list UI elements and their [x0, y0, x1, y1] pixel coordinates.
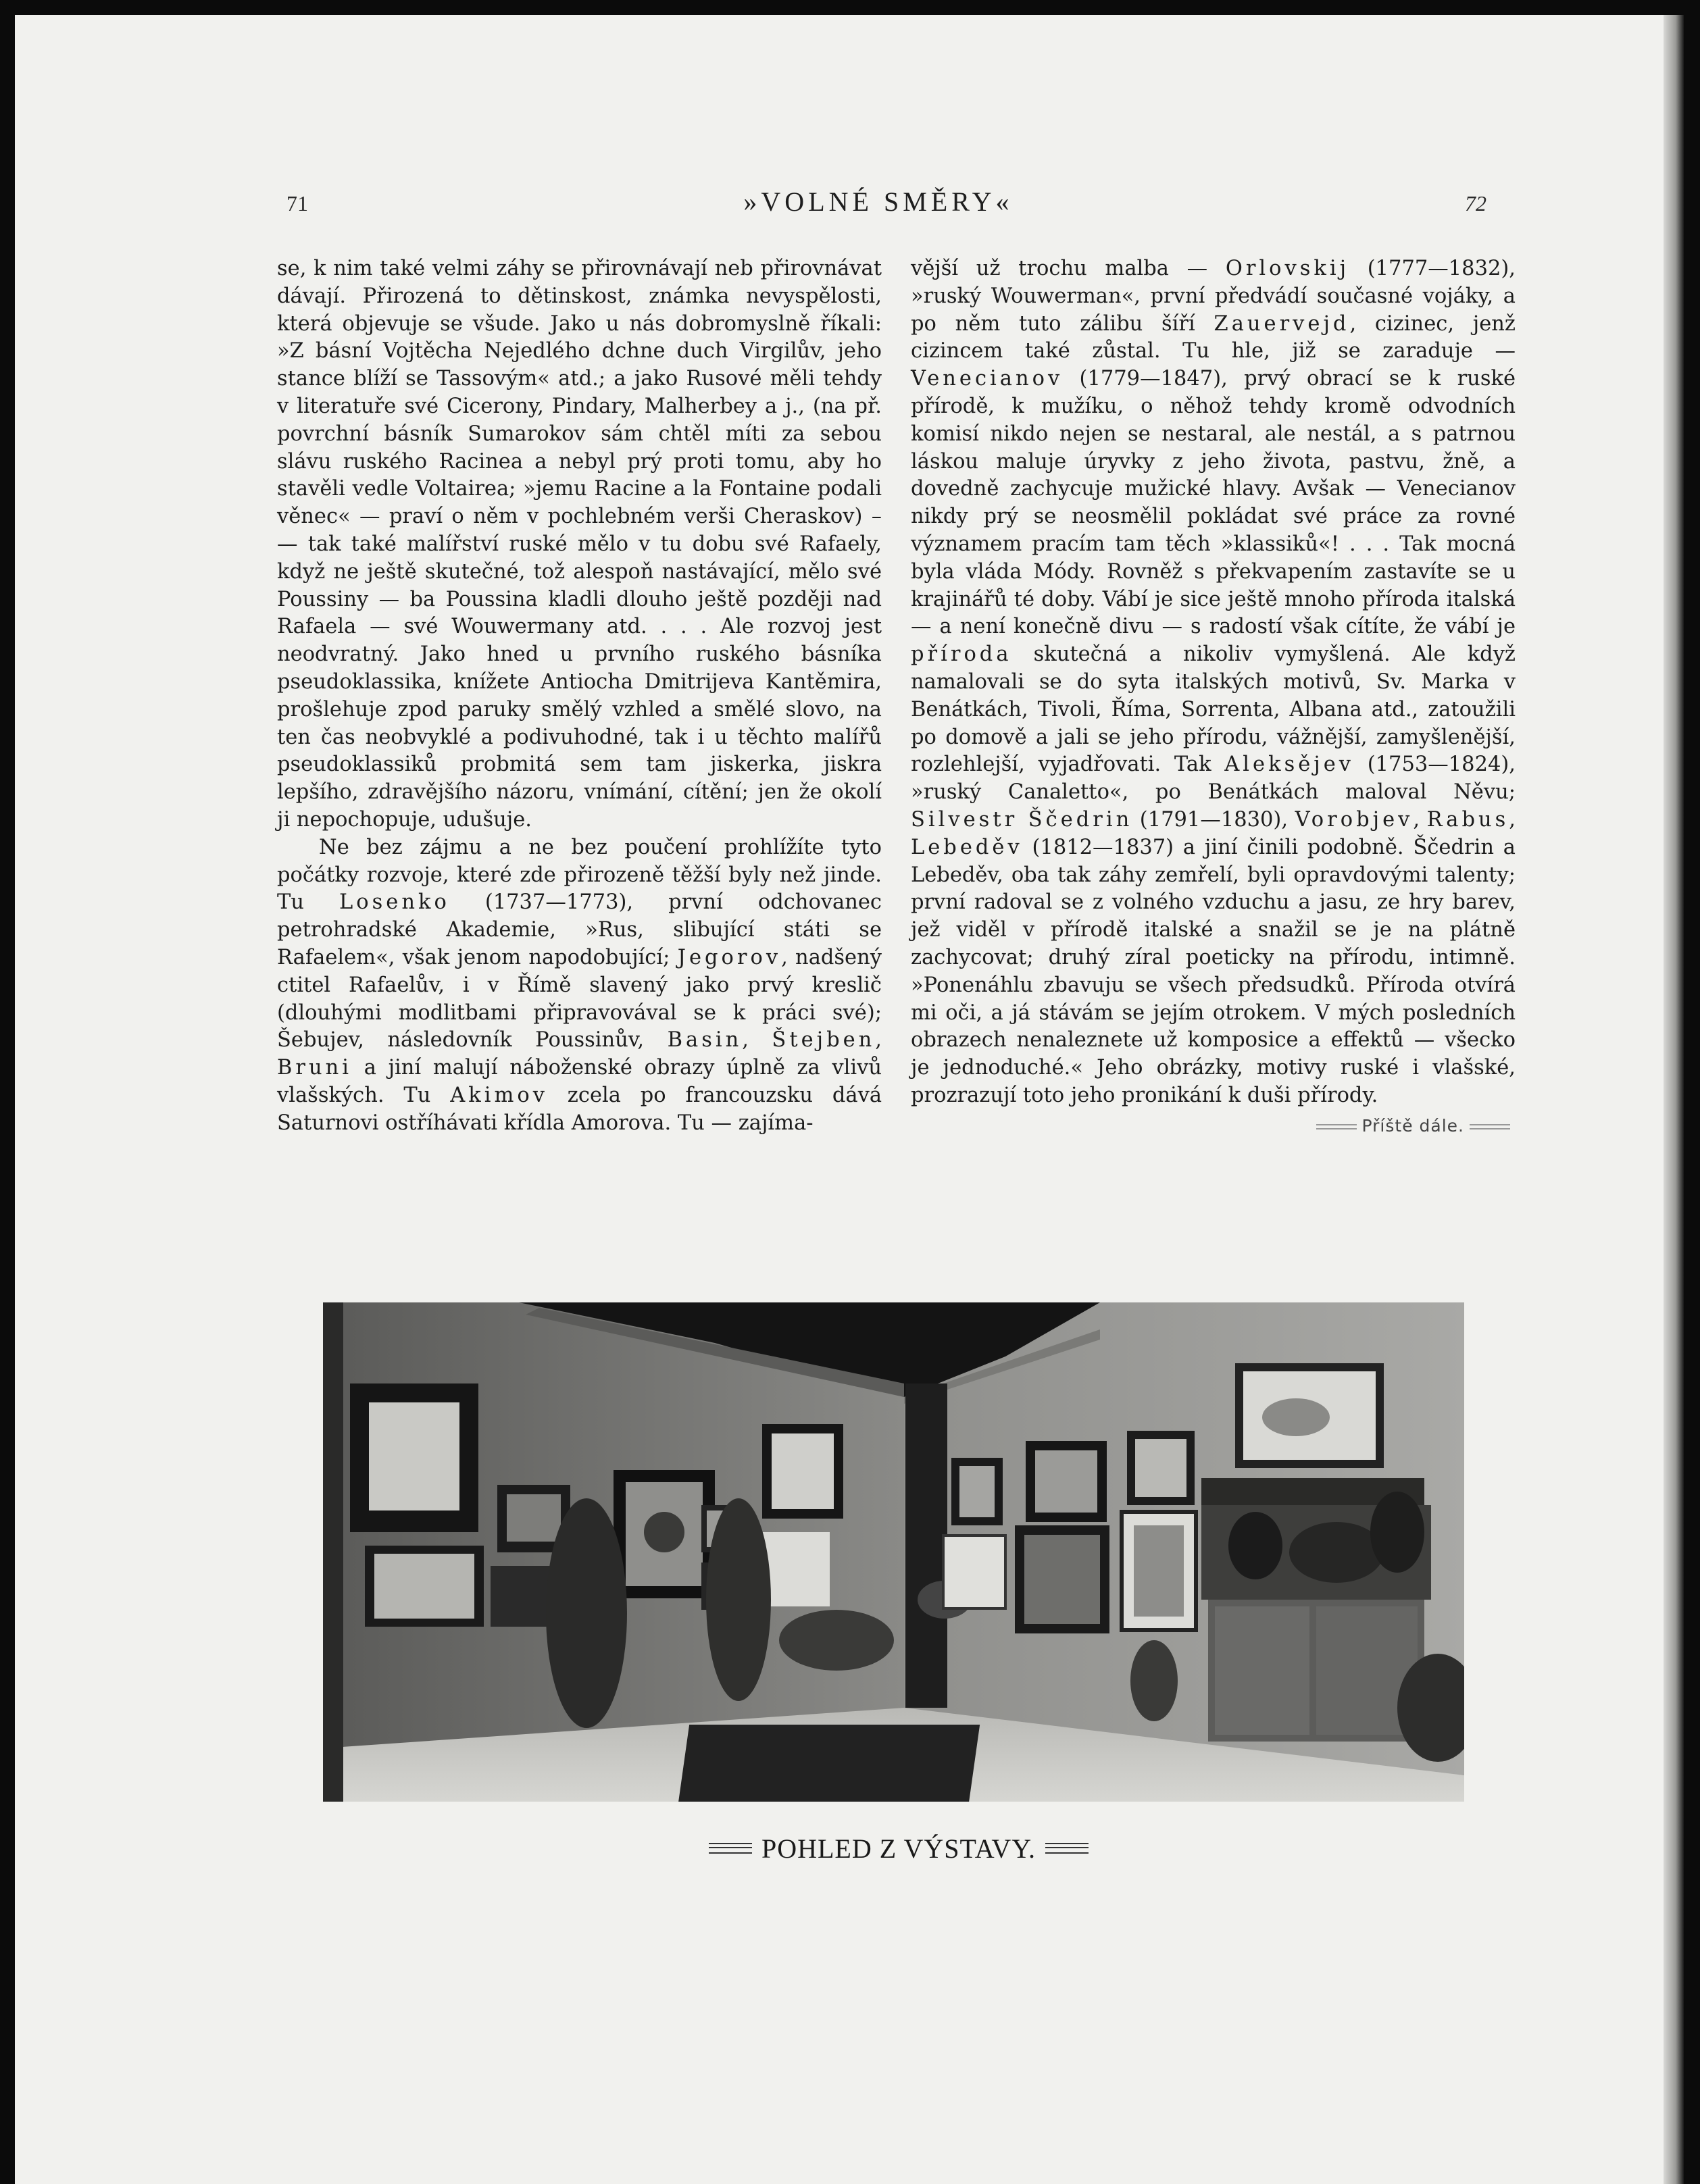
text-column-left: [277, 255, 882, 1138]
exhibition-photo: [323, 1302, 1464, 1802]
name-venecianov: Venecianov: [911, 367, 1064, 391]
page-edge-shadow: [1664, 15, 1684, 2184]
page-number-left: 71: [286, 191, 308, 215]
word-priroda: příroda: [911, 642, 1012, 667]
name-orlovskij: Orlovskij: [1225, 257, 1350, 280]
name-basin: Basin: [667, 1028, 743, 1052]
name-vorobjev: Vorobjev: [1295, 807, 1414, 832]
name-stejben: Štejben: [772, 1028, 876, 1052]
figure-caption: [689, 1828, 1108, 1869]
name-jegorov: Jegorov: [677, 945, 782, 969]
continued-note: Příště dále.: [1311, 1113, 1516, 1140]
name-bruni: Bruni: [277, 1056, 353, 1080]
paragraph-2: Ne bez zájmu a ne bez poučení prohlížíte tyto počátky rozvoje, které zde přirozeně těžší byly než jinde. Tu Losenko (1737—1773), první odchovanec petrohradské Akademie, »Rus, slibující státi se Rafaelem«, však jenom napodobující; Jegorov, nadšený ctitel Rafaelův, i v Římě slavený jako prvý kreslič (dlouhými modlitbami připravovával se k práci své); Šebujev, následovník Poussinův, Basin, Štejben, Bruni a jiní malují náboženské obrazy úplně za vlivů vlašských. Tu Akimov zcela po francouzsku dává Saturnovi ostříhávati křídla Amorova. Tu — zajíma-: [277, 835, 882, 1135]
text-column-right: [911, 255, 1516, 1140]
name-losenko: Losenko: [339, 890, 450, 915]
name-lebedev: Lebeděv: [911, 835, 1023, 859]
name-aleksejev: Aleksějev: [1224, 753, 1355, 777]
name-rabus: Rabus: [1426, 807, 1509, 832]
name-zauervejd: Zauervejd: [1214, 311, 1350, 336]
caption-rule-right: [1045, 1843, 1089, 1854]
paragraph-1: se, k nim také velmi záhy se přirovnávají neb přirovnávat dávají. Přirozená to dětinskost, známka nevyspělosti, která objevuje se všude. Jako u nás dobromyslně říkali: »Z básní Vojtěcha Nejedlého dchne duch Virgilův, jeho stance blíží se Tassovým« atd.; a jako Rusové měli tehdy v literatuře své Cicerony, Pindary, Malherbey a j., (na př. povrchní básník Sumarokov sám chtěl míti za sebou slávu ruského Racinea a nebyl prý proti tomu, aby ho stavěli vedle Voltairea; »jemu Racine a la Fontaine podali věnec« — praví o něm v pochlebném verši Cheraskov) – — tak také malířství ruské mělo v tu dobu své Rafaely, když ne ještě skutečné, tož alespoň nastávající, mělo své Poussiny — ba Poussina kladli dlouho ještě později nad Rafaela — své Wouwermany atd. . . . Ale rozvoj jest neodvratný. Jako hned u prvního ruského básníka pseudoklassika, knížete Antiocha Dmitrijeva Kantěmira, prošlehuje zpod paruky smělý vzhled a smělé slovo, na ten čas neobvyklé a podivuhodné, tak i u těchto malířů pseudoklassiků probmitá sem tam jiskerka, jiskra lepšího, zdravějšího názoru, vnímání, cítění; jen že okolí ji nepochopuje, udušuje.: [277, 257, 882, 832]
name-silvestr-scedrin: Silvestr Ščedrin: [911, 807, 1133, 832]
running-head-title: »VOLNÉ SMĚRY«: [743, 186, 1014, 217]
page-number-right: 72: [1465, 191, 1486, 215]
caption-rule-left: [709, 1843, 752, 1854]
name-akimov: Akimov: [450, 1083, 548, 1107]
paragraph-3: vější už trochu malba — Orlovskij (1777—1832), »ruský Wouwerman«, první předvádí současné vojáky, a po něm tuto zálibu šíří Zauervejd, cizinec, jenž cizincem také zůstal. Tu hle, již se zaraduje — Venecianov (1779—1847), prvý obrací se k ruské přírodě, k mužíku, o něhož tehdy kromě odvodních komisí nikdo nejen se nestaral, ale nestál, a s patrnou láskou maluje úryvky z jeho života, pastvu, žně, a dovedně zachycuje mužické hlavy. Avšak — Venecianov nikdy prý se neosmělil pokládat své práce za rovné významem pracím tam těch »klassiků«! . . . Tak mocná byla vláda Módy. Rovněž s překvapením zastavíte se u krajinářů té doby. Vábí je sice ještě mnoho příroda italská — a není konečně divu — s radostí však cítíte, že vábí je příroda skutečná a nikoliv vymyšlená. Ale když namalovali se do syta italských motivů, Sv. Marka v Benátkách, Tivoli, Říma, Sorrenta, Albana atd., zatoužili po domově a jali se jeho přírodu, vážnější, zamyšlenější, rozlehlejší, vyjadřovati. Tak Aleksějev (1753—1824), »ruský Canaletto«, po Benátkách maloval Něvu; Silvestr Ščedrin (1791—1830), Vorobjev, Rabus, Lebeděv (1812—1837) a jiní činili podobně. Ščedrin a Lebeděv, oba tak záhy zemřelí, byli opravdovými talenty; první radoval se z volného vzduchu a jasu, ze hry barev, jež viděl v přírodě italské a snažil se je na plátně zachycovat; druhý zíral poeticky na přírodu, intimně. »Ponenáhlu zbavuju se všech předsudků. Příroda otvírá mi oči, a já stávám se jejím otrokem. V mých posledních obrazech nenaleznete už komposice a effektů — všecko je jednoduché.« Jeho obrázky, motivy ruské i vlašské, prozrazují toto jeho pronikání k duši přírody. Příště dále.: [911, 255, 1516, 1110]
exhibition-photo-drawing: [323, 1302, 1464, 1802]
caption-text: POHLED Z VÝSTAVY.: [761, 1833, 1036, 1864]
